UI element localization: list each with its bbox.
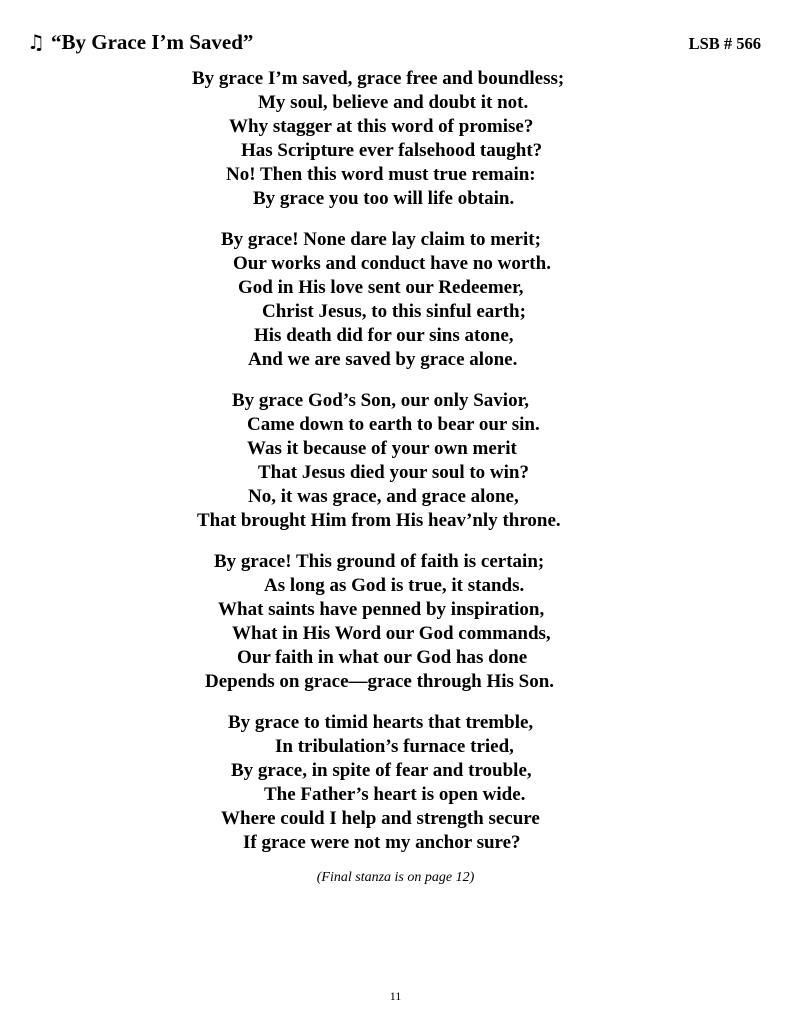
- stanza: [0, 389, 791, 533]
- hymn-number: LSB # 566: [688, 34, 761, 53]
- lyric-line: As long as God is true, it stands.: [264, 575, 525, 596]
- hymn-title: “By Grace I’m Saved”: [51, 30, 254, 54]
- lyric-line: Why stagger at this word of promise?: [229, 116, 534, 137]
- lyric-line: Christ Jesus, to this sinful earth;: [262, 301, 526, 322]
- lyric-line: And we are saved by grace alone.: [248, 349, 518, 370]
- lyric-line: By grace! None dare lay claim to merit;: [221, 229, 541, 250]
- lyric-line: By grace, in spite of fear and trouble,: [231, 760, 532, 781]
- lyric-line: That Jesus died your soul to win?: [258, 462, 529, 483]
- hymn-lyrics: [0, 67, 791, 872]
- lyric-line: What saints have penned by inspiration,: [218, 599, 545, 620]
- final-stanza-note: (Final stanza is on page 12): [316, 870, 475, 885]
- lyric-line: By grace God’s Son, our only Savior,: [232, 390, 530, 411]
- lyric-line: His death did for our sins atone,: [254, 325, 514, 346]
- page-number: 11: [389, 989, 402, 1003]
- lyric-line: Came down to earth to bear our sin.: [247, 414, 540, 435]
- lyric-line: By grace to timid hearts that tremble,: [228, 712, 534, 733]
- lyric-line: Our faith in what our God has done: [237, 647, 528, 668]
- stanza: [0, 711, 791, 855]
- lyric-line: Has Scripture ever falsehood taught?: [241, 140, 543, 161]
- hymn-title-row: [27, 30, 253, 55]
- lyric-line: By grace you too will life obtain.: [253, 188, 515, 209]
- lyric-line: Depends on grace—grace through His Son.: [205, 671, 555, 692]
- lyric-line: God in His love sent our Redeemer,: [238, 277, 524, 298]
- lyric-line: That brought Him from His heav’nly throne.: [197, 510, 561, 531]
- lyric-line: In tribulation’s furnace tried,: [275, 736, 514, 757]
- stanza: [0, 550, 791, 694]
- lyric-line: Was it because of your own merit: [247, 438, 517, 459]
- lyric-line: By grace! This ground of faith is certain;: [214, 551, 545, 572]
- lyric-line: The Father’s heart is open wide.: [264, 784, 526, 805]
- hymn-header: [27, 30, 761, 58]
- lyric-line: Where could I help and strength secure: [221, 808, 540, 829]
- lyric-line: Our works and conduct have no worth.: [233, 253, 551, 274]
- stanza: [0, 67, 791, 211]
- music-note-icon: ♫: [27, 30, 45, 54]
- lyric-line: My soul, believe and doubt it not.: [258, 92, 529, 113]
- lyric-line: By grace I’m saved, grace free and boundless;: [192, 68, 565, 89]
- stanza: [0, 228, 791, 372]
- lyric-line: If grace were not my anchor sure?: [243, 832, 521, 853]
- lyric-line: No! Then this word must true remain:: [226, 164, 536, 185]
- lyric-line: What in His Word our God commands,: [232, 623, 551, 644]
- lyric-line: No, it was grace, and grace alone,: [248, 486, 519, 507]
